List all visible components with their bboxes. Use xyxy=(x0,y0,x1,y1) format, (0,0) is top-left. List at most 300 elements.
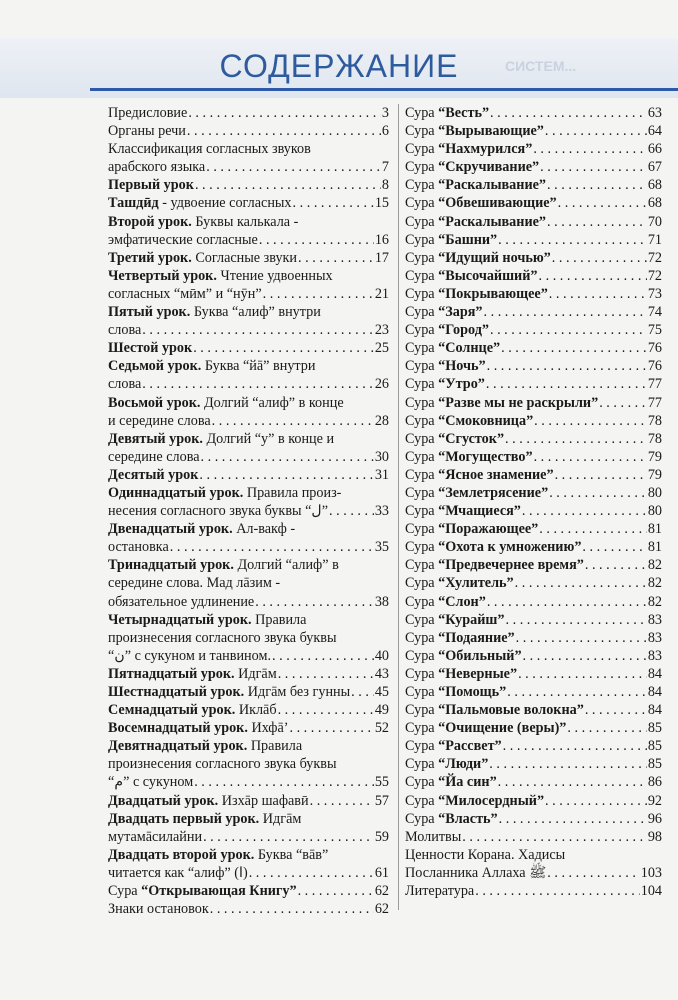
toc-entry-text: Чтение удвоенных xyxy=(216,267,333,284)
sura-prefix: Сура xyxy=(405,376,439,393)
page-number: 45 xyxy=(374,684,389,700)
sura-name: “Раскалывание” xyxy=(438,177,547,194)
sura-name: “Сгусток” xyxy=(438,430,505,447)
toc-line xyxy=(108,231,389,249)
dot-leader xyxy=(201,448,374,466)
page-number: 77 xyxy=(647,394,662,411)
dot-leader xyxy=(475,882,639,900)
dot-leader xyxy=(523,647,647,665)
toc-entry-heading: Шестнадцатый урок. xyxy=(108,684,245,700)
toc-line xyxy=(405,810,662,828)
toc-line-text xyxy=(405,321,489,339)
page-number: 83 xyxy=(647,611,662,628)
toc-line-text xyxy=(108,683,350,701)
page-number: 55 xyxy=(374,774,389,791)
dot-leader xyxy=(170,538,374,556)
page-number: 28 xyxy=(374,412,389,429)
sura-prefix: Сура xyxy=(405,792,439,809)
page-number: 76 xyxy=(647,340,662,357)
toc-entry xyxy=(405,611,662,629)
dot-leader xyxy=(518,665,647,683)
sura-prefix: Сура xyxy=(405,720,439,737)
toc-line-text xyxy=(108,122,186,140)
page-number: 98 xyxy=(647,828,662,845)
toc-entry xyxy=(405,375,662,393)
toc-entry xyxy=(405,140,662,158)
dot-leader xyxy=(193,339,374,357)
toc-line xyxy=(108,520,389,538)
toc-entry xyxy=(108,737,389,791)
dot-leader xyxy=(540,158,647,176)
toc-line-text xyxy=(405,213,546,231)
toc-line-text xyxy=(405,538,581,556)
toc-line xyxy=(108,357,389,375)
toc-entry-text: слова xyxy=(108,376,142,393)
sura-name: “Йа син” xyxy=(438,774,497,791)
sura-prefix: Сура xyxy=(405,304,439,321)
toc-line xyxy=(108,755,389,773)
toc-line-text xyxy=(405,810,498,828)
dot-leader xyxy=(310,792,374,810)
page-number: 61 xyxy=(374,864,389,881)
sura-prefix: Сура xyxy=(405,702,439,719)
sura-name: “Землетрясение” xyxy=(438,484,549,501)
toc-line xyxy=(405,267,662,285)
toc-entry-heading: Четырнадцатый урок. xyxy=(108,611,252,628)
toc-line xyxy=(405,864,662,882)
toc-line xyxy=(108,701,389,719)
page-number: 62 xyxy=(374,883,389,900)
sura-name: “Мчащиеся” xyxy=(438,503,521,520)
toc-line xyxy=(108,412,389,430)
dot-leader xyxy=(194,773,374,791)
sura-name: “Поражающее” xyxy=(438,521,539,538)
toc-line-text xyxy=(108,213,298,231)
dot-leader xyxy=(549,484,647,502)
toc-line xyxy=(108,882,389,900)
toc-line-text xyxy=(405,194,557,212)
toc-line xyxy=(108,846,389,864)
dot-leader xyxy=(259,231,374,249)
page-title: СОДЕРЖАНИЕ xyxy=(219,48,459,84)
dot-leader xyxy=(539,267,647,285)
toc-entry xyxy=(108,176,389,194)
toc-entry xyxy=(108,520,389,556)
sura-prefix: Сура xyxy=(405,629,439,646)
toc-line-text xyxy=(405,303,483,321)
toc-line-text xyxy=(405,520,538,538)
toc-entry xyxy=(405,846,662,882)
dot-leader xyxy=(278,701,374,719)
page-number: 70 xyxy=(647,213,662,230)
sura-name: “Солнце” xyxy=(438,340,501,357)
toc-line xyxy=(405,755,662,773)
toc-entry-text: согласных “мӣм” и “нӯн” xyxy=(108,285,262,302)
sura-prefix: Сура xyxy=(405,647,439,664)
toc-line xyxy=(108,194,389,212)
page-number: 59 xyxy=(374,828,389,845)
toc-line-text xyxy=(108,231,258,249)
toc-entry-text: остановка xyxy=(108,539,169,556)
dot-leader xyxy=(498,231,647,249)
toc-line-text xyxy=(108,737,302,755)
toc-line-text xyxy=(405,339,500,357)
sura-name: “Ночь” xyxy=(438,358,486,375)
toc-line-text xyxy=(108,574,280,592)
sura-name: “Обильный” xyxy=(438,647,522,664)
dot-leader xyxy=(558,194,647,212)
toc-line xyxy=(108,375,389,393)
toc-entry-text: Долгий “алиф” в xyxy=(233,557,339,574)
toc-line-text xyxy=(405,683,506,701)
sura-name: “Хулитель” xyxy=(438,575,514,592)
toc-entry xyxy=(108,701,389,719)
toc-line xyxy=(405,484,662,502)
page-number: 103 xyxy=(640,864,662,881)
toc-entry xyxy=(405,629,662,647)
toc-line-text xyxy=(405,629,515,647)
page-number: 75 xyxy=(647,322,662,339)
sura-name: “Курайш” xyxy=(438,611,505,628)
dot-leader xyxy=(263,285,374,303)
toc-line-text xyxy=(108,484,341,502)
page-number: 62 xyxy=(374,901,389,918)
page-number: 6 xyxy=(381,123,389,140)
toc-entry-text: Литература xyxy=(405,883,475,900)
toc-entry xyxy=(405,810,662,828)
sura-prefix: Сура xyxy=(405,466,439,483)
toc-entry xyxy=(405,755,662,773)
toc-entry-text: “م” с сукуном xyxy=(108,774,194,791)
toc-line xyxy=(405,737,662,755)
toc-line-text xyxy=(108,556,339,574)
toc-line-text xyxy=(405,773,497,791)
page-number: 79 xyxy=(647,448,662,465)
dot-leader xyxy=(255,593,374,611)
page-number: 80 xyxy=(647,503,662,520)
toc-line xyxy=(108,574,389,592)
toc-entry xyxy=(108,104,389,122)
page-number: 104 xyxy=(640,883,662,900)
toc-entry xyxy=(405,267,662,285)
toc-entry-text: Ал-вакф - xyxy=(232,521,296,538)
toc-entry-text: Идгāм xyxy=(234,665,277,682)
toc-entry-text: Знаки остановок xyxy=(108,901,209,918)
page-number: 82 xyxy=(647,557,662,574)
toc-entry xyxy=(405,593,662,611)
dot-leader xyxy=(498,773,647,791)
toc-entry-heading: Тринадцатый урок. xyxy=(108,557,234,574)
toc-right-column xyxy=(405,104,662,900)
toc-line xyxy=(405,394,662,412)
sura-prefix: Сура xyxy=(405,195,439,212)
dot-leader xyxy=(487,593,647,611)
sura-prefix: Сура xyxy=(405,738,439,755)
toc-entry xyxy=(405,339,662,357)
toc-entry xyxy=(405,357,662,375)
toc-entry-text: Буквы калькала - xyxy=(191,213,299,230)
toc-line xyxy=(108,303,389,321)
toc-line-text xyxy=(108,792,309,810)
toc-entry-text: середине слова. Мад лāзим - xyxy=(108,575,281,592)
toc-entry xyxy=(108,466,389,484)
toc-line-text xyxy=(405,864,546,882)
sura-name: “Город” xyxy=(438,322,489,339)
toc-entry xyxy=(405,737,662,755)
toc-line xyxy=(405,140,662,158)
toc-entry xyxy=(108,430,389,466)
dot-leader xyxy=(534,412,647,430)
toc-entry xyxy=(405,647,662,665)
toc-line-text xyxy=(405,267,538,285)
toc-entry xyxy=(108,900,389,918)
toc-entry xyxy=(108,213,389,249)
toc-entry-text: Ихфā’ xyxy=(247,720,289,737)
toc-entry xyxy=(405,158,662,176)
toc-entry xyxy=(405,792,662,810)
page-number: 64 xyxy=(647,123,662,140)
sura-name: “Башни” xyxy=(438,231,498,248)
page-number: 84 xyxy=(647,665,662,682)
page-number: 78 xyxy=(647,430,662,447)
toc-line-text xyxy=(108,394,344,412)
toc-entry xyxy=(405,448,662,466)
toc-line xyxy=(405,321,662,339)
page-number: 85 xyxy=(647,738,662,755)
sura-prefix: Сура xyxy=(405,810,439,827)
toc-entry-heading: Второй урок. xyxy=(108,213,192,230)
toc-entry xyxy=(405,430,662,448)
sura-name: “Ясное знамение” xyxy=(438,466,554,483)
toc-entry-text: “ن” с сукуном и танвином. xyxy=(108,647,271,664)
toc-line-text xyxy=(405,737,502,755)
toc-entry-text: Ценности Корана. Хадисы xyxy=(405,846,566,863)
toc-line-text xyxy=(108,104,187,122)
toc-entry-text: Правила xyxy=(247,738,303,755)
sura-name: “Охота к умножению” xyxy=(438,539,582,556)
toc-line xyxy=(108,864,389,882)
toc-entry-heading: Третий урок. xyxy=(108,249,192,266)
page-number: 63 xyxy=(647,105,662,121)
toc-entry-heading: Двадцать первый урок. xyxy=(108,810,260,827)
toc-entry-text: Идгāм xyxy=(259,810,302,827)
dot-leader xyxy=(585,701,647,719)
sura-name: “Вырывающие” xyxy=(438,123,544,140)
dot-leader xyxy=(142,321,374,339)
toc-left-column xyxy=(108,104,389,918)
dot-leader xyxy=(272,647,374,665)
dot-leader xyxy=(142,375,374,393)
toc-line-text xyxy=(108,846,328,864)
sura-prefix: Сура xyxy=(405,141,439,158)
toc-entry xyxy=(405,574,662,592)
toc-entry xyxy=(405,194,662,212)
toc-entry-heading: Первый урок xyxy=(108,177,194,194)
toc-line xyxy=(405,466,662,484)
dot-leader xyxy=(210,900,374,918)
toc-line-text xyxy=(108,267,333,285)
toc-line xyxy=(405,412,662,430)
dot-leader xyxy=(206,158,381,176)
toc-line-text xyxy=(405,882,474,900)
toc-line xyxy=(108,828,389,846)
toc-line-text xyxy=(108,321,141,339)
sura-name: “Подаяние” xyxy=(438,629,515,646)
dot-leader xyxy=(487,357,647,375)
sura-name: “Высочайший” xyxy=(438,267,538,284)
sura-prefix: Сура xyxy=(405,557,439,574)
toc-entry-heading: “Открывающая Книгу” xyxy=(141,883,297,900)
toc-line xyxy=(108,213,389,231)
toc-entry-text: середине слова xyxy=(108,448,200,465)
toc-line xyxy=(108,122,389,140)
page-number: 49 xyxy=(374,702,389,719)
toc-line-text xyxy=(405,466,554,484)
page-number: 92 xyxy=(647,792,662,809)
toc-entry xyxy=(108,140,389,176)
toc-line-text xyxy=(405,357,486,375)
toc-line xyxy=(405,828,662,846)
page-number: 66 xyxy=(647,141,662,158)
toc-entry-text: Долгий “у” в конце и xyxy=(202,430,335,447)
toc-line-text xyxy=(108,611,306,629)
page-number: 83 xyxy=(647,629,662,646)
dot-leader xyxy=(547,213,647,231)
toc-line xyxy=(405,213,662,231)
dot-leader xyxy=(486,375,647,393)
sura-name: “Скручивание” xyxy=(438,159,540,176)
toc-line xyxy=(108,249,389,267)
toc-entry-text: мутамāсилайни xyxy=(108,828,203,845)
toc-line xyxy=(405,647,662,665)
page-number: 85 xyxy=(647,720,662,737)
toc-entry-heading: Восемнадцатый урок. xyxy=(108,720,248,737)
toc-line-text xyxy=(108,303,321,321)
sura-prefix: Сура xyxy=(405,774,439,791)
toc-line xyxy=(108,792,389,810)
toc-entry xyxy=(405,176,662,194)
toc-entry-heading: Ташдӣд xyxy=(108,195,159,212)
toc-line-text xyxy=(405,176,546,194)
page-number: 74 xyxy=(647,304,662,321)
toc-entry xyxy=(108,683,389,701)
sura-name: “Милосердный” xyxy=(438,792,545,809)
toc-entry xyxy=(405,122,662,140)
toc-entry xyxy=(405,285,662,303)
toc-line-text xyxy=(405,665,517,683)
dot-leader xyxy=(489,755,647,773)
toc-entry xyxy=(108,810,389,846)
toc-entry-text: Классификация согласных звуков xyxy=(108,141,311,158)
toc-line-text xyxy=(108,357,315,375)
sura-prefix: Сура xyxy=(405,539,439,556)
toc-line xyxy=(108,285,389,303)
sura-name: “Разве мы не раскрыли” xyxy=(438,394,599,411)
toc-line xyxy=(405,194,662,212)
toc-line xyxy=(405,502,662,520)
dot-leader xyxy=(599,394,647,412)
sura-prefix: Сура xyxy=(405,756,439,773)
toc-entry xyxy=(108,556,389,610)
toc-line xyxy=(108,810,389,828)
toc-line-text xyxy=(405,719,566,737)
toc-line-text xyxy=(405,828,461,846)
toc-line xyxy=(405,701,662,719)
toc-entry xyxy=(108,194,389,212)
toc-line-text xyxy=(108,755,337,773)
sura-name: “Покрывающее” xyxy=(438,285,548,302)
toc-entry-text: Буква “алиф” внутри xyxy=(190,304,321,321)
toc-entry-heading: Двадцатый урок. xyxy=(108,792,219,809)
page-number: 84 xyxy=(647,702,662,719)
sura-name: “Очищение (веры)” xyxy=(438,720,567,737)
toc-entry xyxy=(108,611,389,665)
dot-leader xyxy=(462,828,647,846)
toc-entry-text: Правила xyxy=(251,611,307,628)
dot-leader xyxy=(249,864,374,882)
toc-entry-heading: Девятый урок. xyxy=(108,430,203,447)
page-number: 52 xyxy=(374,720,389,737)
toc-line-text xyxy=(108,593,254,611)
toc-line xyxy=(108,104,389,122)
toc-entry-heading: Одиннадцатый урок. xyxy=(108,484,244,501)
dot-leader xyxy=(298,249,374,267)
page-number: 25 xyxy=(374,340,389,357)
toc-line-text xyxy=(108,538,169,556)
toc-entry xyxy=(108,122,389,140)
toc-line-text xyxy=(108,647,271,665)
toc-line xyxy=(405,231,662,249)
page-number: 35 xyxy=(374,539,389,556)
toc-entry-text: Сура xyxy=(108,883,142,900)
page-number: 79 xyxy=(647,466,662,483)
toc-entry xyxy=(108,339,389,357)
toc-line-text xyxy=(405,611,505,629)
toc-entry xyxy=(405,701,662,719)
toc-entry xyxy=(108,484,389,520)
toc-entry-heading: Семнадцатый урок. xyxy=(108,702,236,719)
sura-prefix: Сура xyxy=(405,684,439,700)
toc-entry xyxy=(405,773,662,791)
sura-prefix: Сура xyxy=(405,249,439,266)
toc-line xyxy=(405,792,662,810)
toc-entry-text: Буква “йā” внутри xyxy=(201,358,316,375)
page-number: 80 xyxy=(647,484,662,501)
toc-line-text xyxy=(405,375,485,393)
sura-name: “Смоковница” xyxy=(438,412,534,429)
sura-name: “Слон” xyxy=(438,593,486,610)
toc-line-text xyxy=(405,104,489,122)
page-number: 82 xyxy=(647,593,662,610)
dot-leader xyxy=(515,574,647,592)
toc-entry xyxy=(405,502,662,520)
dot-leader xyxy=(289,719,373,737)
toc-line-text xyxy=(108,773,193,791)
toc-line xyxy=(108,665,389,683)
toc-entry-text: Органы речи xyxy=(108,123,186,140)
toc-line xyxy=(405,520,662,538)
page-number: 81 xyxy=(647,521,662,538)
page-number: 16 xyxy=(374,231,389,248)
toc-line-text xyxy=(405,846,565,864)
page-number: 83 xyxy=(647,647,662,664)
dot-leader xyxy=(199,466,373,484)
toc-entry xyxy=(405,303,662,321)
toc-entry-text: Молитвы xyxy=(405,828,462,845)
toc-line xyxy=(108,773,389,791)
toc-entry xyxy=(405,104,662,122)
page-number: 43 xyxy=(374,665,389,682)
